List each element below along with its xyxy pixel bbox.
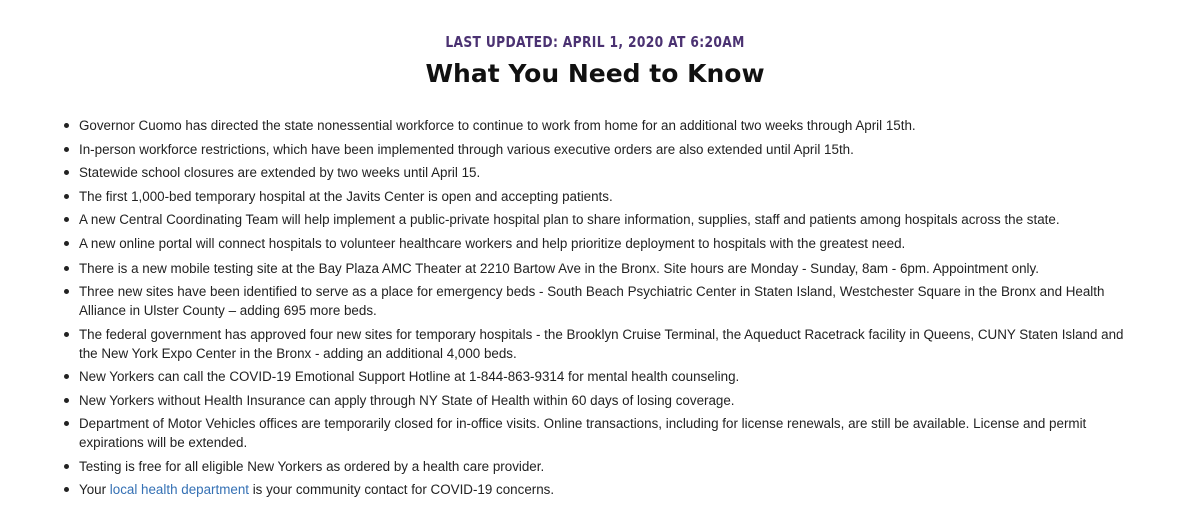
list-item: Three new sites have been identified to serve as a place for emergency beds - South Beach Psychiatric Center in Staten Island, Westchester Square in the Bronx and Health Alliance in Ulster County – adding 695 more beds. [62,282,1142,320]
page-title: What You Need to Know [425,59,765,88]
last-updated-label: LAST UPDATED: APRIL 1, 2020 AT 6:20AM [445,33,745,51]
bullet-icon [64,332,69,337]
list-item: Testing is free for all eligible New Yorkers as ordered by a health care provider. [62,457,1142,476]
list-item: The federal government has approved four new sites for temporary hospitals - the Brooklyn Cruise Terminal, the Aqueduct Racetrack facility in Queens, CUNY Staten Island and the New York Expo Center in the Bronx - adding an additional 4,000 beds. [62,325,1142,363]
bullet-icon [64,464,69,469]
list-item: There is a new mobile testing site at the Bay Plaza AMC Theater at 2210 Bartow Ave in the Bronx. Site hours are Monday - Sunday, 8am - 6pm. Appointment only. [62,259,1142,278]
bullet-icon [64,241,69,246]
bullet-icon [64,421,69,426]
bullet-icon [64,289,69,294]
bullet-icon [64,398,69,403]
list-item: Your local health department is your community contact for COVID-19 concerns. [62,480,1142,499]
local-health-department-link[interactable]: local health department [109,482,249,497]
list-item: Department of Motor Vehicles offices are temporarily closed for in-office visits. Online transactions, including for license renewals, are still be available. License and permit expirations will be extended. [62,414,1142,452]
list-item: The first 1,000-bed temporary hospital at the Javits Center is open and accepting patients. [62,187,1142,206]
list-item: New Yorkers can call the COVID-19 Emotional Support Hotline at 1-844-863-9314 for mental health counseling. [62,367,1142,386]
list-item: A new Central Coordinating Team will help implement a public-private hospital plan to share information, supplies, staff and patients among hospitals across the state. [62,210,1142,229]
list-item: In-person workforce restrictions, which have been implemented through various executive orders are also extended until April 15th. [62,140,1142,159]
bullet-icon [64,123,69,128]
list-item: Statewide school closures are extended by two weeks until April 15. [62,163,1142,182]
bullet-icon [64,194,69,199]
bullet-icon [64,147,69,152]
list-item: A new online portal will connect hospitals to volunteer healthcare workers and help prioritize deployment to hospitals with the greatest need. [62,234,1142,253]
info-list [62,116,1142,504]
bullet-icon [64,170,69,175]
bullet-icon [64,487,69,492]
bullet-icon [64,266,69,271]
bullet-icon [64,374,69,379]
list-item: Governor Cuomo has directed the state nonessential workforce to continue to work from home for an additional two weeks through April 15th. [62,116,1142,135]
list-item: New Yorkers without Health Insurance can apply through NY State of Health within 60 days of losing coverage. [62,391,1142,410]
bullet-icon [64,217,69,222]
